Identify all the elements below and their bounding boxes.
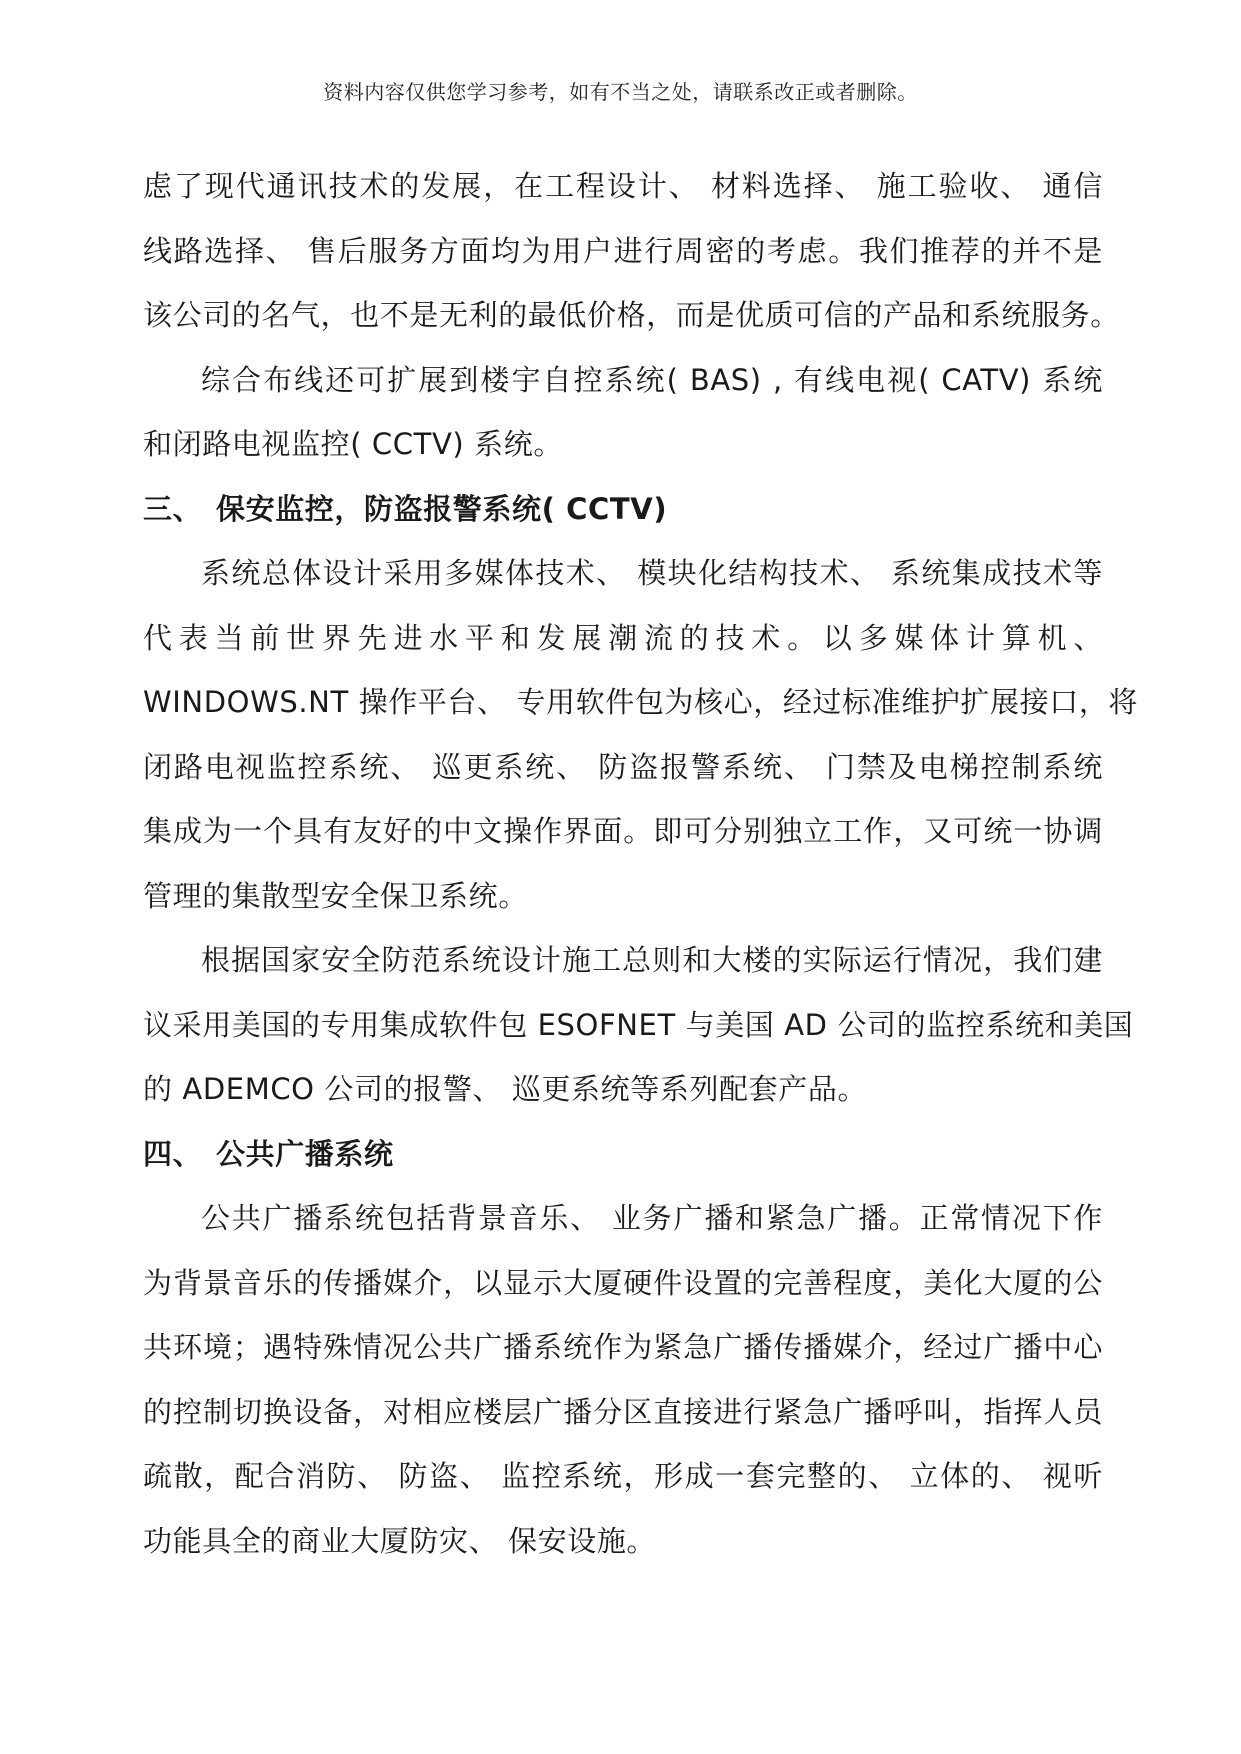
text-line: 疏散，配合消防、 防盗、 监控系统，形成一套完整的、 立体的、 视听 — [143, 1459, 1103, 1493]
text-line: 议采用美国的专用集成软件包 ESOFNET 与美国 AD 公司的监控系统和美国 — [143, 1007, 1134, 1042]
text-line: 管理的集散型安全保卫系统。 — [143, 878, 528, 913]
paragraph-cctv-design — [143, 541, 1139, 928]
paragraph-continuation — [143, 154, 1120, 348]
section-heading-broadcast — [143, 1122, 1103, 1187]
text-line: 虑了现代通讯技术的发展，在工程设计、 材料选择、 施工验收、 通信 — [143, 169, 1103, 203]
document-body — [143, 154, 1139, 1573]
text-line: 共环境；遇特殊情况公共广播系统作为紧急广播传播媒介，经过广播中心 — [143, 1330, 1103, 1364]
text-line: 线路选择、 售后服务方面均为用户进行周密的考虑。我们推荐的并不是 — [143, 233, 1103, 268]
text-line: 闭路电视监控系统、 巡更系统、 防盗报警系统、 门禁及电梯控制系统 — [143, 749, 1103, 784]
section-number: 三、 — [143, 491, 203, 526]
text-line: 综合布线还可扩展到楼宇自控系统( BAS) , 有线电视( CATV) 系统 — [201, 362, 1103, 397]
paragraph-cctv-recommendation — [143, 928, 1134, 1122]
text-line: 功能具全的商业大厦防灾、 保安设施。 — [143, 1523, 657, 1558]
text-line: 根据国家安全防范系统设计施工总则和大楼的实际运行情况，我们建 — [201, 943, 1103, 977]
text-line: 和闭路电视监控( CCTV) 系统。 — [143, 427, 563, 461]
section-heading-cctv — [143, 477, 1103, 542]
text-line: 为背景音乐的传播媒介，以显示大厦硬件设置的完善程度，美化大厦的公 — [143, 1265, 1103, 1300]
text-line: 集成为一个具有友好的中文操作界面。即可分别独立工作，又可统一协调 — [143, 814, 1103, 848]
text-line: 系统总体设计采用多媒体技术、 模块化结构技术、 系统集成技术等 — [201, 556, 1103, 590]
section-title: 公共广播系统 — [216, 1136, 394, 1171]
text-line: 的控制切换设备，对相应楼层广播分区直接进行紧急广播呼叫，指挥人员 — [143, 1394, 1103, 1429]
page-header-disclaimer: 资料内容仅供您学习参考，如有不当之处，请联系改正或者删除。 — [323, 80, 918, 104]
text-line: 代表当前世界先进水平和发展潮流的技术。以多媒体计算机、 — [143, 620, 1103, 655]
section-title: 保安监控，防盗报警系统( CCTV) — [216, 491, 668, 526]
text-line: WINDOWS.NT 操作平台、 专用软件包为核心，经过标准维护扩展接口，将 — [143, 685, 1139, 719]
text-line: 该公司的名气，也不是无利的最低价格，而是优质可信的产品和系统服务。 — [143, 298, 1120, 332]
text-line: 的 ADEMCO 公司的报警、 巡更系统等系列配套产品。 — [143, 1072, 868, 1106]
text-line: 公共广播系统包括背景音乐、 业务广播和紧急广播。正常情况下作 — [201, 1201, 1103, 1235]
paragraph-broadcast — [143, 1186, 1103, 1573]
section-number: 四、 — [143, 1136, 203, 1171]
paragraph-cabling-extension — [143, 348, 1103, 477]
